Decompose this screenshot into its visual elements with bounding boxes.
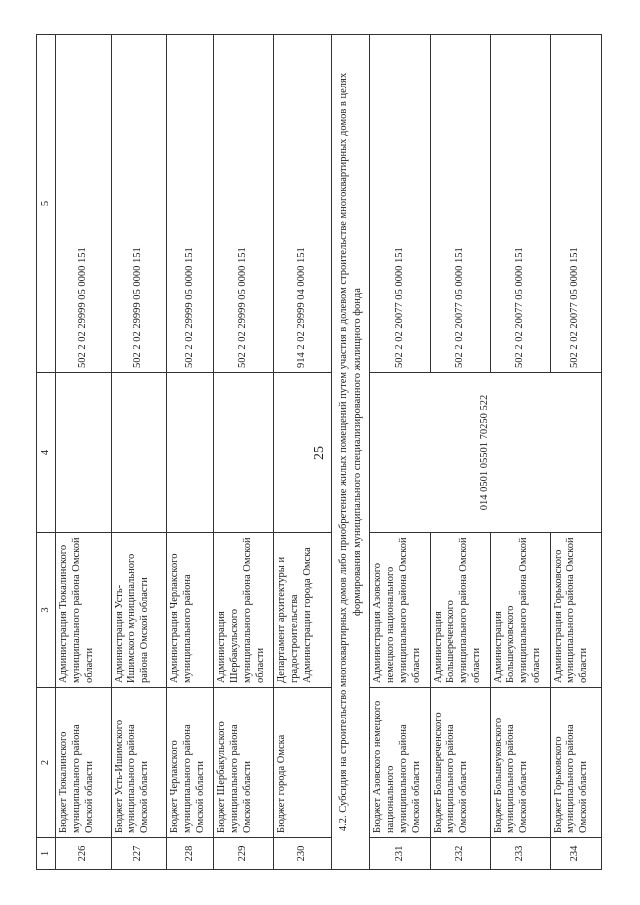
recipient-cell: Бюджет Горьковского муниципального района Омской области — [550, 688, 601, 838]
administrator-cell: Администрация Большереченского муниципального района Омской области — [430, 533, 490, 688]
row-number: 232 — [430, 838, 490, 870]
table-row — [214, 35, 274, 870]
column-header: 1 — [37, 838, 56, 870]
table-row — [274, 35, 332, 870]
table-row — [111, 35, 167, 870]
table-row — [56, 35, 112, 870]
recipient-cell: Бюджет Усть-Ишимского муниципального района Омской области — [111, 688, 167, 838]
table-row — [167, 35, 214, 870]
kbk-cell: 502 2 02 20077 05 0000 151 — [550, 35, 601, 373]
column-header: 4 — [37, 373, 56, 533]
kbk-cell: 502 2 02 20077 05 0000 151 — [370, 35, 430, 373]
column-header: 3 — [37, 533, 56, 688]
administrator-cell: Администрация Черлакского муниципального района — [167, 533, 214, 688]
code-cell — [56, 373, 112, 533]
table-row — [370, 35, 430, 870]
code-cell — [274, 373, 332, 533]
recipient-cell: Бюджет Шербакульского муниципального района Омской области — [214, 688, 274, 838]
page-number: 25 — [312, 446, 327, 460]
row-number: 230 — [274, 838, 332, 870]
shared-code-cell: 014 0501 05501 70250 522 — [370, 373, 602, 533]
column-header: 5 — [37, 35, 56, 373]
column-header: 2 — [37, 688, 56, 838]
kbk-cell: 502 2 02 29999 05 0000 151 — [111, 35, 167, 373]
recipient-cell: Бюджет Тюкалинского муниципального района Омской области — [56, 688, 112, 838]
kbk-cell: 502 2 02 29999 05 0000 151 — [56, 35, 112, 373]
administrator-cell: Администрация Азовского немецкого национального муниципального района Омской области — [370, 533, 430, 688]
recipient-cell: Бюджет Большереченского муниципального района Омской области — [430, 688, 490, 838]
kbk-cell: 502 2 02 29999 05 0000 151 — [167, 35, 214, 373]
row-number: 229 — [214, 838, 274, 870]
code-cell — [214, 373, 274, 533]
kbk-cell: 502 2 02 20077 05 0000 151 — [430, 35, 490, 373]
recipient-cell: Бюджет города Омска — [274, 688, 332, 838]
administrator-cell: Администрация Большеуковского муниципального района Омской области — [490, 533, 550, 688]
recipient-cell: Бюджет Черлакского муниципального района Омской области — [167, 688, 214, 838]
row-number: 231 — [370, 838, 430, 870]
row-number: 233 — [490, 838, 550, 870]
kbk-cell: 502 2 02 29999 05 0000 151 — [214, 35, 274, 373]
row-number: 228 — [167, 838, 214, 870]
recipient-cell: Бюджет Большеуковского муниципального района Омской области — [490, 688, 550, 838]
header-row — [37, 35, 56, 870]
row-number: 234 — [550, 838, 601, 870]
kbk-cell: 914 2 02 29999 04 0000 151 — [274, 35, 332, 373]
section-title: 4.2. Субсидия на строительство многоквартирных домов либо приобретение жилых помещений путем участия в долевом строительстве многоквартирных домов в целях формирования муниципального специализированного жилищного фонда — [331, 35, 369, 870]
row-number: 226 — [56, 838, 112, 870]
section-row — [331, 35, 369, 870]
row-number: 227 — [111, 838, 167, 870]
code-cell — [167, 373, 214, 533]
rotated-table-container — [36, 35, 602, 870]
administrator-cell: Администрация Горьковского муниципального района Омской области — [550, 533, 601, 688]
administrator-cell: Администрация Усть-Ишимского муниципального района Омской области — [111, 533, 167, 688]
administrator-cell: Администрация Шербакульского муниципального района Омской области — [214, 533, 274, 688]
recipient-cell: Бюджет Азовского немецкого национального муниципального района Омской области — [370, 688, 430, 838]
administrator-cell: Администрация Тюкалинского муниципального района Омской области — [56, 533, 112, 688]
budget-table — [36, 34, 602, 870]
code-cell — [111, 373, 167, 533]
kbk-cell: 502 2 02 20077 05 0000 151 — [490, 35, 550, 373]
administrator-cell: Департамент архитектуры и градостроительства Администрации города Омска — [274, 533, 332, 688]
